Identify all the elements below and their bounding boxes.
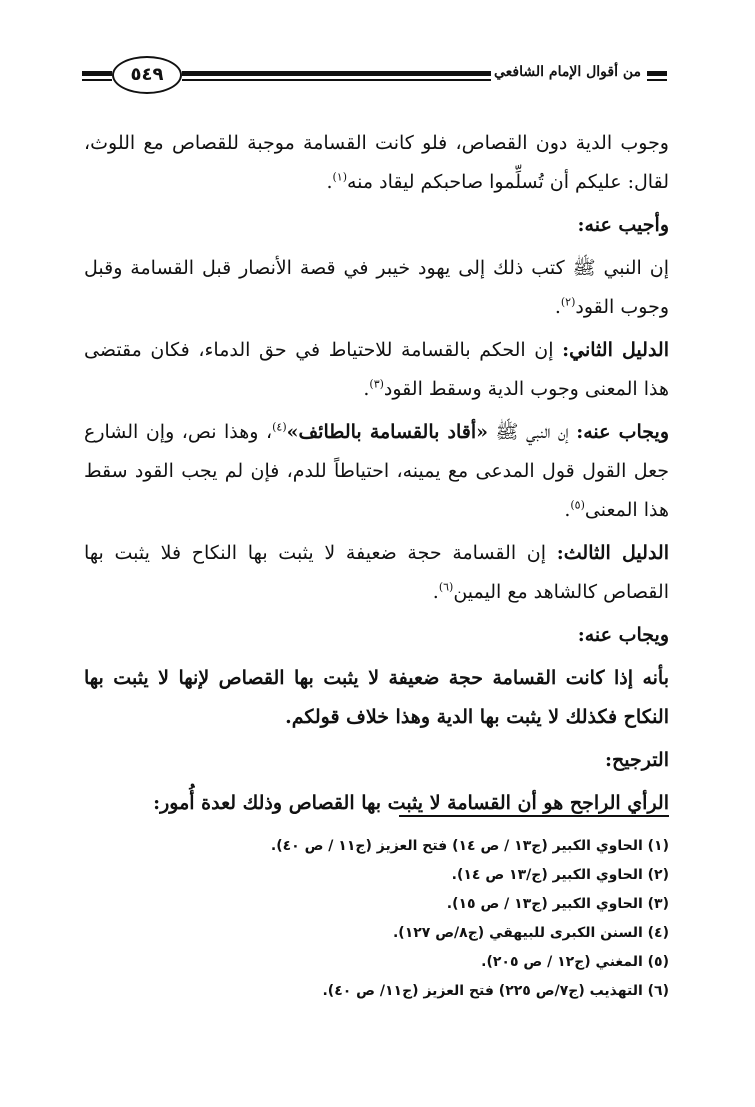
- paragraph-1: [84, 124, 669, 202]
- third-evidence-label: الدليل الثالث:: [556, 542, 669, 564]
- header-rule-left-thick: [82, 71, 112, 76]
- page-number: ٥٤٩: [112, 56, 182, 94]
- paragraph-4-text-b: ، وهذا نص، وإن الشارع جعل القول قول المدعى مع يمينه، احتياطاً للدم، فإن لم يجب القود سقط هذا المعنى: [84, 421, 669, 521]
- paragraph-2-tail: .: [554, 296, 561, 318]
- page-header: [82, 52, 667, 98]
- footnote-ref-5: (٥): [570, 498, 585, 512]
- footnote-ref-4: (٤): [272, 420, 287, 434]
- footnote-ref-6: (٦): [438, 580, 454, 594]
- paragraph-4: [84, 413, 669, 530]
- footnote-6: (٦) التهذيب (ج٧/ص ٢٢٥) فتح العزيز (ج١١/ ص ٤٠).: [322, 983, 669, 999]
- paragraph-7-text: الرأي الراجح هو أن القسامة لا يثبت بها القصاص وذلك لعدة أُمور:: [153, 792, 669, 814]
- paragraph-3-text: إن الحكم بالقسامة للاحتياط في حق الدماء، فكان مقتضى هذا المعنى وجوب الدية وسقط القود: [84, 339, 669, 400]
- footnote-ref-1: (١): [332, 170, 347, 184]
- paragraph-7: [84, 784, 669, 823]
- paragraph-4-text-a: إن النبي ﷺ: [495, 421, 569, 443]
- paragraph-1-text: وجوب الدية دون القصاص، فلو كانت القسامة موجبة للقصاص مع اللوث، لقال: عليكم أن تُسلِّموا صاحبكم ليقاد منه: [84, 132, 669, 193]
- paragraph-6-text: بأنه إذا كانت القسامة حجة ضعيفة لا يثبت بها القصاص لإنها لا يثبت بها النكاح فكذلك لا يثبت بها الدية وهذا خلاف قولكم.: [84, 667, 669, 728]
- footnote-ref-2: (٢): [560, 295, 576, 309]
- footnote-1: (١) الحاوي الكبير (ج١٣ / ص ١٤) فتح العزيز (ج١١ / ص ٤٠).: [270, 838, 669, 854]
- paragraph-1-tail: .: [326, 171, 333, 193]
- running-title: من أقوال الإمام الشافعي: [494, 64, 641, 80]
- heading-answer-1: وأجيب عنه:: [577, 214, 669, 236]
- heading-preference: الترجيح:: [604, 749, 669, 771]
- header-rule-right-thin: [647, 79, 667, 81]
- paragraph-2-text: إن النبي ﷺ كتب ذلك إلى يهود خيبر في قصة الأنصار قبل القسامة وقبل وجوب القود: [84, 257, 669, 318]
- header-rule-thin: [182, 79, 491, 81]
- footnotes: [84, 832, 669, 1006]
- hadith-quote: «أقاد بالقسامة بالطائف»: [286, 421, 488, 443]
- paragraph-6: [84, 659, 669, 737]
- footnote-separator: [399, 815, 669, 817]
- header-rule-left-thin: [82, 79, 112, 81]
- header-rule-right-thick: [647, 71, 667, 76]
- main-text: [84, 124, 669, 827]
- reply-label-1: ويجاب عنه:: [576, 421, 669, 443]
- footnote-5: (٥) المغني (ج١٢ / ص ٢٠٥).: [481, 954, 669, 970]
- paragraph-5: [84, 534, 669, 612]
- paragraph-4-tail: .: [564, 499, 571, 521]
- paragraph-5-text: إن القسامة حجة ضعيفة لا يثبت بها النكاح فلا يثبت بها القصاص كالشاهد مع اليمين: [84, 542, 669, 603]
- second-evidence-label: الدليل الثاني:: [562, 339, 669, 361]
- paragraph-5-tail: .: [432, 581, 439, 603]
- heading-answer-2: ويجاب عنه:: [577, 624, 669, 646]
- footnote-ref-3: (٣): [369, 377, 384, 391]
- paragraph-3: [84, 331, 669, 409]
- footnote-3: (٣) الحاوي الكبير (ج١٣ / ص ١٥).: [446, 896, 669, 912]
- paragraph-3-tail: .: [363, 378, 370, 400]
- footnote-2: (٢) الحاوي الكبير (ج/١٣ ص ١٤).: [451, 867, 669, 883]
- footnote-4: (٤) السنن الكبرى للبيهقي (ج٨/ص ١٢٧).: [392, 925, 669, 941]
- header-rule-thick: [182, 71, 491, 76]
- paragraph-2: [84, 249, 669, 327]
